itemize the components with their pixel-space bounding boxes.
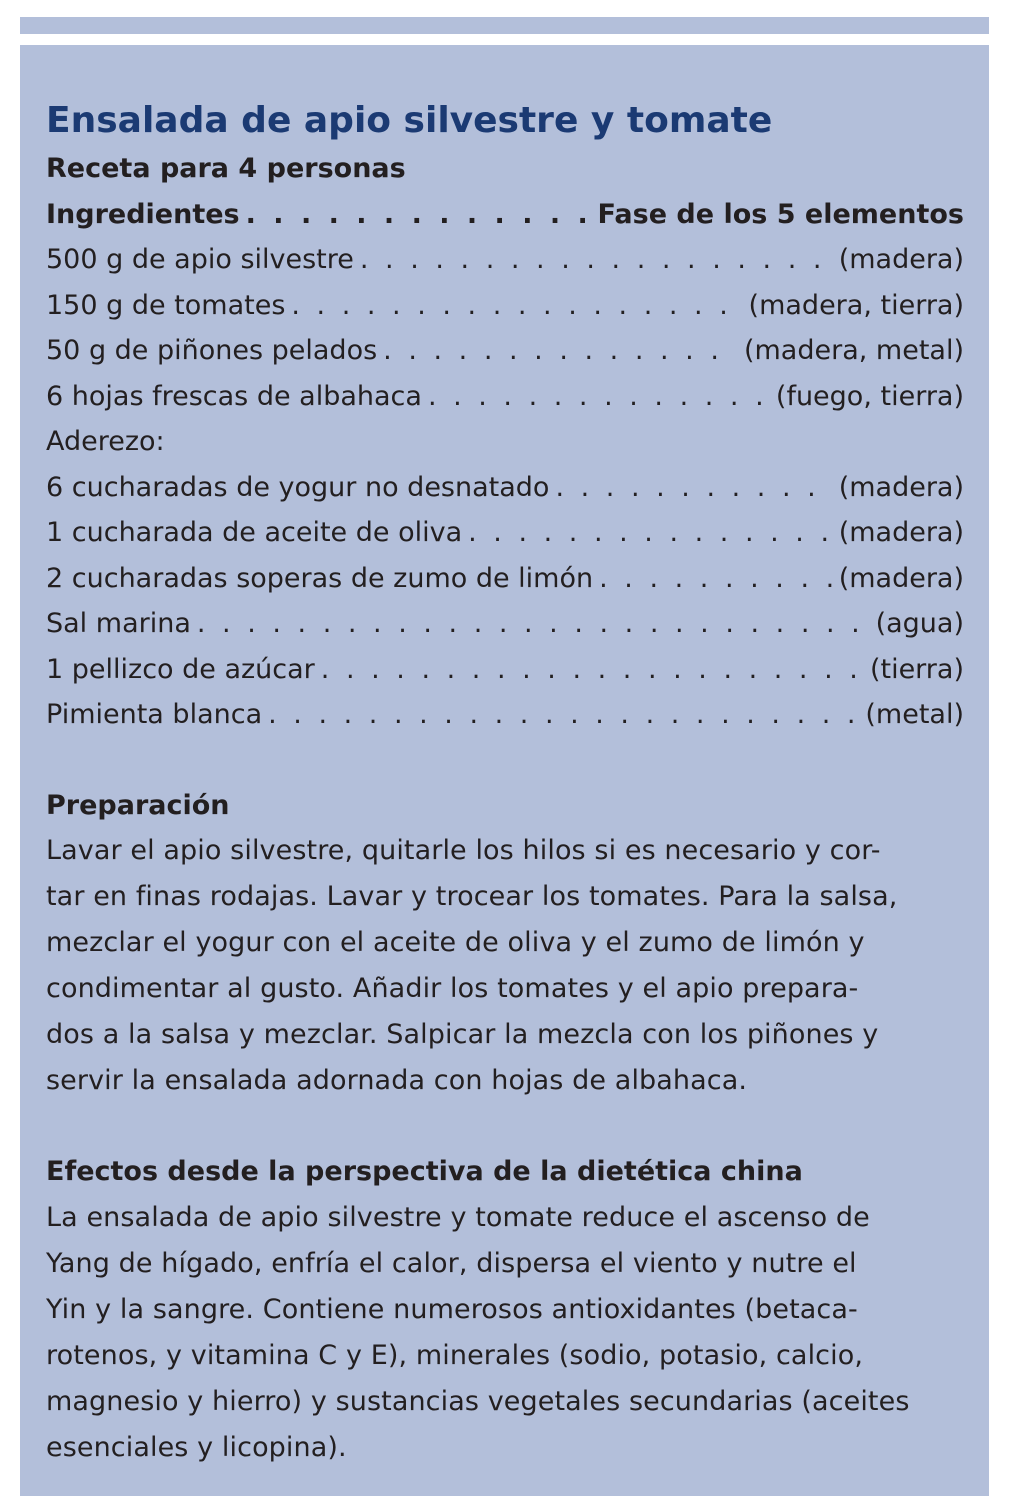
ingredient-phase: (fuego, tierra) — [775, 380, 964, 412]
dressing-ingredient-phase: (tierra) — [869, 653, 964, 685]
dot-leader — [291, 283, 742, 329]
preparation-line: condimentar al gusto. Añadir los tomates y el apio prepara- — [46, 973, 859, 1004]
ingredient-phase: (madera, metal) — [743, 335, 964, 366]
section-spacer — [46, 738, 964, 783]
ingredient-name: 6 hojas frescas de albahaca — [46, 380, 422, 412]
dressing-row — [46, 465, 964, 511]
dressing-row — [46, 692, 964, 738]
ingredient-row — [46, 374, 964, 420]
dressing-ingredient-phase: (madera) — [838, 471, 964, 503]
dot-leader — [428, 374, 770, 420]
ingredient-row — [46, 237, 964, 283]
dot-leader — [555, 465, 832, 511]
ingredient-name: 500 g de apio silvestre — [46, 244, 354, 275]
ingredient-name: 50 g de piñones pelados — [46, 335, 378, 366]
ingredient-phase: (madera, tierra) — [748, 289, 964, 321]
dot-leader — [360, 237, 833, 283]
effects-line: La ensalada de apio silvestre y tomate reduce el ascenso de — [46, 1201, 870, 1233]
dot-leader — [321, 647, 864, 693]
preparation-line: Lavar el apio silvestre, quitarle los hilos si es necesario y cor- — [46, 835, 881, 866]
ingredient-row — [46, 283, 964, 329]
dot-leader — [599, 556, 833, 602]
dressing-ingredient-name: Sal marina — [46, 608, 191, 639]
ingredient-phase: (madera) — [838, 244, 964, 275]
dressing-ingredient-name: 2 cucharadas soperas de zumo de limón — [46, 562, 594, 594]
recipe-title: Ensalada de apio silvestre y tomate — [46, 100, 773, 141]
dressing-ingredient-name: 6 cucharadas de yogur no desnatado — [46, 471, 550, 503]
section-spacer — [46, 1104, 964, 1149]
effects-line: rotenos, y vitamina C y E), minerales (sodio, potasio, calcio, — [46, 1339, 864, 1371]
ingredients-header — [46, 192, 964, 238]
dressing-row — [46, 510, 964, 556]
dressing-ingredient-phase: (madera) — [838, 562, 964, 594]
ingredients-header-label: Ingredientes — [46, 198, 240, 230]
top-decorative-bar — [20, 17, 989, 34]
ingredient-row — [46, 328, 964, 374]
ingredient-name: 150 g de tomates — [46, 289, 286, 321]
dressing-ingredient-name: Pimienta blanca — [46, 699, 263, 730]
dressing-ingredient-phase: (madera) — [838, 517, 964, 548]
recipe-box — [20, 45, 989, 1496]
dot-leader — [468, 510, 833, 556]
preparation-line: servir la ensalada adornada con hojas de albahaca. — [46, 1065, 748, 1096]
phase-header-label: Fase de los 5 elementos — [597, 198, 964, 230]
ingredients-list — [46, 237, 964, 419]
dressing-ingredient-name: 1 pellizco de azúcar — [46, 653, 315, 685]
dot-leader — [268, 692, 859, 738]
effects-line: Yin y la sangre. Contiene numerosos antioxidantes (betaca- — [46, 1293, 858, 1325]
dot-leader — [383, 328, 738, 374]
preparation-heading: Preparación — [46, 789, 230, 821]
dressing-row — [46, 601, 964, 647]
effects-text — [46, 1195, 964, 1471]
dressing-list — [46, 465, 964, 738]
preparation-line: mezclar el yogur con el aceite de oliva y el zumo de limón y — [46, 927, 865, 958]
recipe-servings: Receta para 4 personas — [46, 153, 406, 184]
dressing-ingredient-phase: (agua) — [875, 608, 964, 639]
dressing-ingredient-name: 1 cucharada de aceite de oliva — [46, 517, 463, 548]
effects-line: esenciales y licopina). — [46, 1431, 347, 1463]
dressing-label: Aderezo: — [46, 426, 165, 457]
dot-leader — [246, 192, 592, 238]
dot-leader — [197, 601, 870, 647]
dressing-ingredient-phase: (metal) — [865, 699, 964, 730]
preparation-line: dos a la salsa y mezclar. Salpicar la mezcla con los piñones y — [46, 1019, 879, 1050]
effects-line: magnesio y hierro) y sustancias vegetales secundarias (aceites — [46, 1385, 910, 1417]
preparation-text — [46, 828, 964, 1104]
preparation-line: tar en finas rodajas. Lavar y trocear los tomates. Para la salsa, — [46, 881, 898, 912]
dressing-row — [46, 556, 964, 602]
dressing-row — [46, 647, 964, 693]
effects-line: Yang de hígado, enfría el calor, dispersa el viento y nutre el — [46, 1247, 857, 1279]
effects-heading: Efectos desde la perspectiva de la dietética china — [46, 1156, 803, 1187]
